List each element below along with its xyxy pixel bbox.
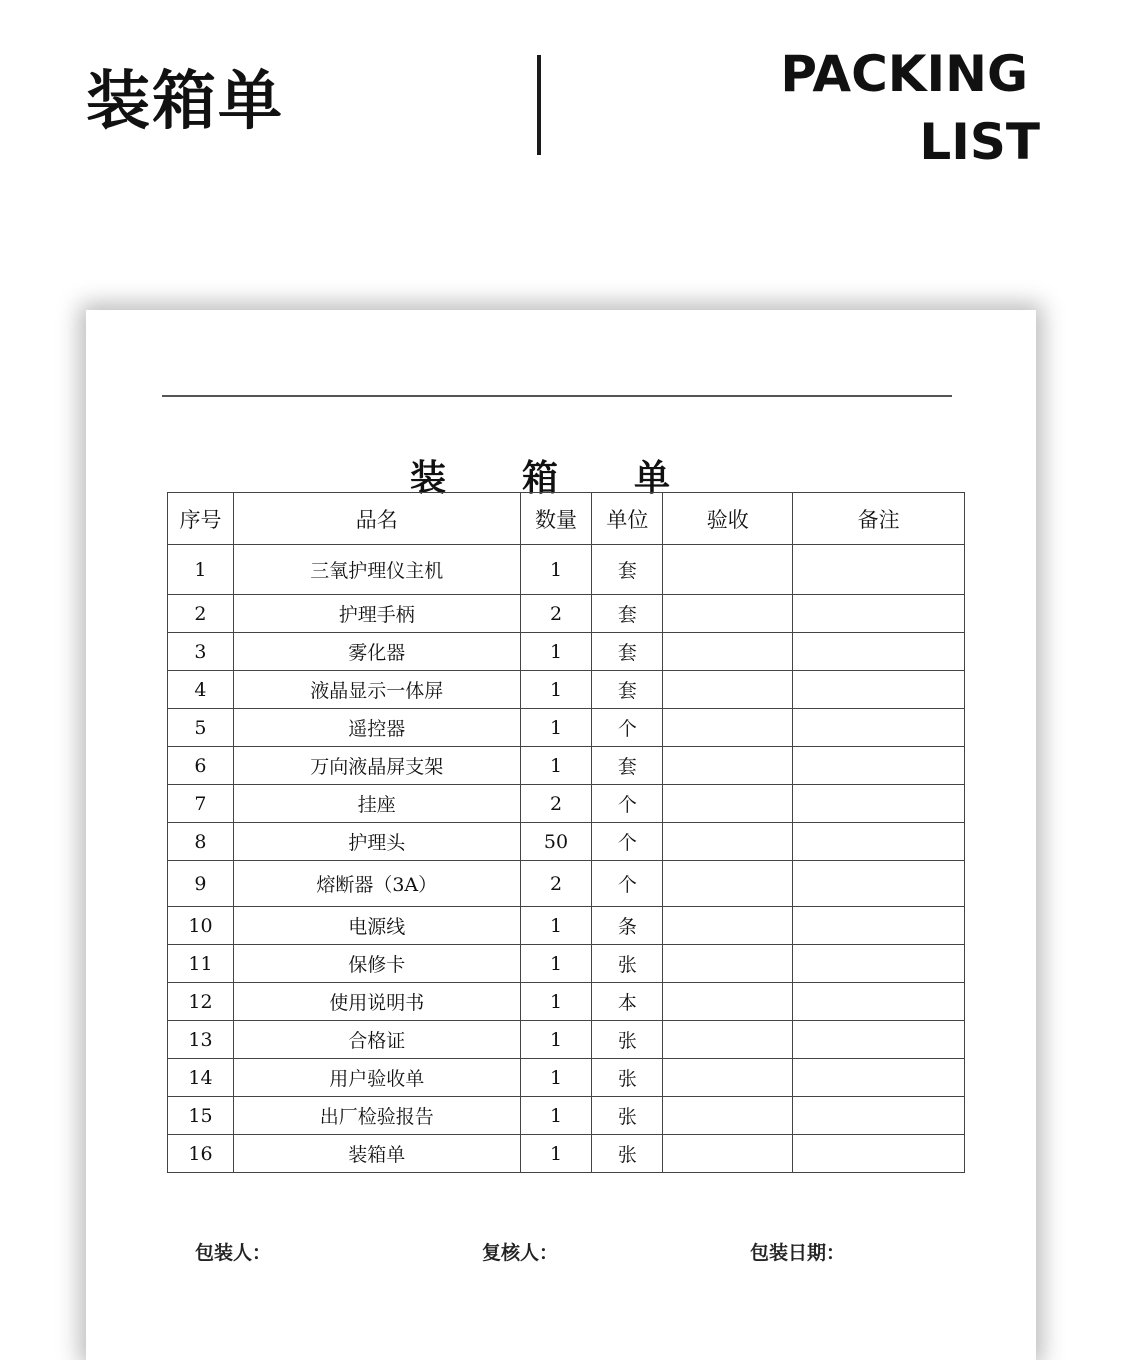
cell-quantity: 1: [520, 1021, 592, 1059]
table-row: [168, 633, 965, 671]
col-header-inspection: 验收: [663, 493, 793, 545]
table-header-row: [168, 493, 965, 545]
cell-inspection: [663, 709, 793, 747]
cell-remarks: [793, 595, 965, 633]
page-header: [0, 0, 1130, 200]
cell-index: 6: [168, 747, 234, 785]
cell-remarks: [793, 633, 965, 671]
cell-index: 9: [168, 861, 234, 907]
cell-remarks: [793, 709, 965, 747]
col-header-index: 序号: [168, 493, 234, 545]
table-row: [168, 595, 965, 633]
cell-inspection: [663, 945, 793, 983]
cell-name: 万向液晶屏支架: [233, 747, 520, 785]
cell-quantity: 50: [520, 823, 592, 861]
cell-inspection: [663, 823, 793, 861]
cell-index: 8: [168, 823, 234, 861]
cell-quantity: 1: [520, 983, 592, 1021]
cell-name: 液晶显示一体屏: [233, 671, 520, 709]
cell-name: 熔断器（3A）: [233, 861, 520, 907]
table-row: [168, 709, 965, 747]
cell-remarks: [793, 545, 965, 595]
cell-unit: 套: [592, 671, 663, 709]
cell-index: 14: [168, 1059, 234, 1097]
cell-remarks: [793, 785, 965, 823]
cell-index: 7: [168, 785, 234, 823]
cell-quantity: 1: [520, 1097, 592, 1135]
packing-table: [167, 492, 965, 1173]
cell-remarks: [793, 945, 965, 983]
cell-inspection: [663, 785, 793, 823]
cell-unit: 张: [592, 1097, 663, 1135]
col-header-name: 品名: [233, 493, 520, 545]
cell-index: 5: [168, 709, 234, 747]
cell-unit: 套: [592, 633, 663, 671]
header-title-cn: 装箱单: [86, 65, 284, 139]
cell-inspection: [663, 1021, 793, 1059]
cell-quantity: 1: [520, 709, 592, 747]
packer-label: 包装人：: [195, 1242, 272, 1264]
cell-name: 遥控器: [233, 709, 520, 747]
cell-name: 护理手柄: [233, 595, 520, 633]
table-row: [168, 1059, 965, 1097]
cell-unit: 张: [592, 1059, 663, 1097]
cell-remarks: [793, 671, 965, 709]
table-row: [168, 1135, 965, 1173]
document-top-rule: [162, 395, 952, 397]
header-title-en-line1: PACKING: [780, 45, 1028, 103]
cell-inspection: [663, 1097, 793, 1135]
cell-remarks: [793, 861, 965, 907]
reviewer-label: 复核人：: [482, 1242, 559, 1264]
cell-index: 15: [168, 1097, 234, 1135]
cell-remarks: [793, 823, 965, 861]
cell-quantity: 1: [520, 747, 592, 785]
cell-inspection: [663, 861, 793, 907]
cell-quantity: 2: [520, 595, 592, 633]
cell-quantity: 1: [520, 671, 592, 709]
cell-name: 三氧护理仪主机: [233, 545, 520, 595]
cell-unit: 个: [592, 709, 663, 747]
table-row: [168, 861, 965, 907]
cell-unit: 套: [592, 595, 663, 633]
cell-index: 2: [168, 595, 234, 633]
document-title-char-2: 箱: [521, 457, 558, 499]
document-title-char-1: 装: [410, 457, 447, 499]
table-row: [168, 907, 965, 945]
cell-inspection: [663, 671, 793, 709]
cell-name: 护理头: [233, 823, 520, 861]
cell-remarks: [793, 907, 965, 945]
cell-remarks: [793, 983, 965, 1021]
cell-inspection: [663, 747, 793, 785]
cell-index: 10: [168, 907, 234, 945]
cell-unit: 个: [592, 861, 663, 907]
cell-inspection: [663, 595, 793, 633]
cell-unit: 个: [592, 823, 663, 861]
header-title-en-line2: LIST: [919, 113, 1040, 171]
cell-name: 出厂检验报告: [233, 1097, 520, 1135]
cell-inspection: [663, 907, 793, 945]
cell-name: 电源线: [233, 907, 520, 945]
cell-name: 雾化器: [233, 633, 520, 671]
col-header-unit: 单位: [592, 493, 663, 545]
document-title-char-3: 单: [633, 457, 670, 499]
cell-index: 11: [168, 945, 234, 983]
cell-name: 用户验收单: [233, 1059, 520, 1097]
cell-quantity: 1: [520, 945, 592, 983]
table-row: [168, 747, 965, 785]
cell-unit: 套: [592, 747, 663, 785]
cell-unit: 本: [592, 983, 663, 1021]
cell-quantity: 1: [520, 633, 592, 671]
cell-quantity: 1: [520, 1059, 592, 1097]
cell-quantity: 1: [520, 1135, 592, 1173]
cell-remarks: [793, 747, 965, 785]
cell-name: 保修卡: [233, 945, 520, 983]
cell-unit: 套: [592, 545, 663, 595]
cell-unit: 个: [592, 785, 663, 823]
cell-index: 4: [168, 671, 234, 709]
cell-quantity: 2: [520, 861, 592, 907]
table-row: [168, 545, 965, 595]
table-row: [168, 823, 965, 861]
cell-unit: 张: [592, 1021, 663, 1059]
cell-quantity: 1: [520, 907, 592, 945]
cell-index: 16: [168, 1135, 234, 1173]
cell-index: 3: [168, 633, 234, 671]
col-header-quantity: 数量: [520, 493, 592, 545]
cell-name: 挂座: [233, 785, 520, 823]
table-row: [168, 983, 965, 1021]
table-row: [168, 945, 965, 983]
cell-remarks: [793, 1097, 965, 1135]
table-row: [168, 671, 965, 709]
cell-name: 装箱单: [233, 1135, 520, 1173]
cell-index: 1: [168, 545, 234, 595]
cell-inspection: [663, 1135, 793, 1173]
cell-unit: 张: [592, 1135, 663, 1173]
header-divider: [537, 55, 541, 155]
cell-quantity: 2: [520, 785, 592, 823]
cell-name: 使用说明书: [233, 983, 520, 1021]
cell-index: 13: [168, 1021, 234, 1059]
table-row: [168, 1097, 965, 1135]
cell-name: 合格证: [233, 1021, 520, 1059]
cell-unit: 张: [592, 945, 663, 983]
cell-inspection: [663, 983, 793, 1021]
col-header-remarks: 备注: [793, 493, 965, 545]
cell-remarks: [793, 1059, 965, 1097]
cell-index: 12: [168, 983, 234, 1021]
cell-remarks: [793, 1135, 965, 1173]
cell-quantity: 1: [520, 545, 592, 595]
table-row: [168, 785, 965, 823]
cell-inspection: [663, 1059, 793, 1097]
pack-date-label: 包装日期：: [750, 1242, 846, 1264]
cell-unit: 条: [592, 907, 663, 945]
table-row: [168, 1021, 965, 1059]
cell-inspection: [663, 633, 793, 671]
header-title-en: [780, 40, 1040, 176]
cell-inspection: [663, 545, 793, 595]
cell-remarks: [793, 1021, 965, 1059]
